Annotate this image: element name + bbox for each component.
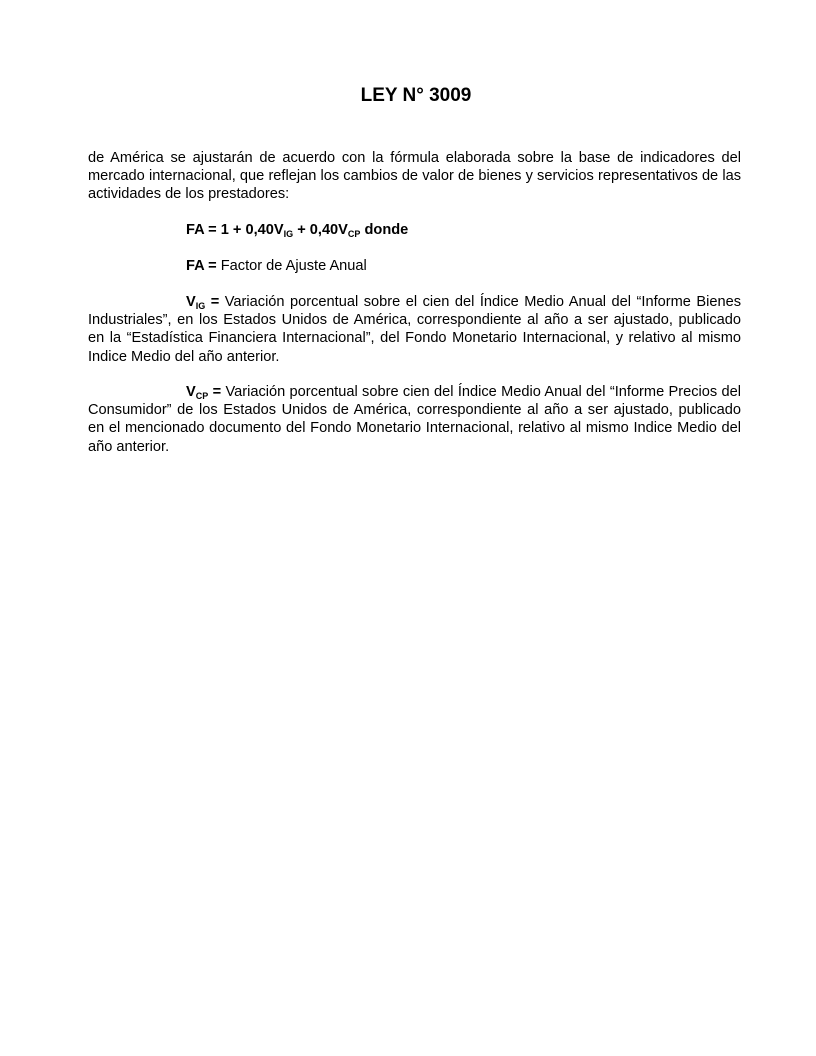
vcp-term: V (186, 384, 196, 400)
formula-mid: + 0,40V (293, 222, 348, 238)
formula-lhs: FA = 1 + 0,40V (186, 222, 284, 238)
fa-term: FA = (186, 258, 217, 274)
formula-sub-cp: CP (347, 229, 361, 239)
intro-paragraph: de América se ajustarán de acuerdo con la fórmula elaborada sobre la base de indicadores del mercado internacional, que reflejan los cambios de valor de bienes y servicios representativos de las actividades de los prestadores: (88, 150, 741, 203)
vcp-eq: = (208, 384, 222, 400)
vig-term: V (186, 294, 196, 310)
page-title: LEY N° 3009 (360, 85, 472, 106)
fa-definition (186, 257, 367, 275)
vcp-term-sub: CP (195, 391, 209, 401)
vig-term-sub: IG (195, 301, 206, 311)
fa-text: Factor de Ajuste Anual (216, 258, 367, 274)
vig-text: Variación porcentual sobre el cien del Índice Medio Anual del “Informe Bienes Industriales”, en los Estados Unidos de América, correspondiente al año a ser ajustado, publicado en la “Estadística Financiera Internacional”, del Fondo Monetario Internacional, y relativo al mismo Indice Medio del año anterior. (88, 294, 741, 365)
vcp-definition (88, 383, 741, 456)
formula (186, 221, 408, 239)
formula-sub-ig: IG (283, 229, 294, 239)
formula-tail: donde (360, 222, 409, 238)
vig-eq: = (205, 294, 220, 310)
vcp-text: Variación porcentual sobre cien del Índice Medio Anual del “Informe Precios del Consumidor” de los Estados Unidos de América, correspondiente al año a ser ajustado, publicado en el mencionado documento del Fondo Monetario Internacional, relativo al mismo Indice Medio del año anterior. (88, 384, 742, 455)
vig-definition (88, 293, 741, 366)
